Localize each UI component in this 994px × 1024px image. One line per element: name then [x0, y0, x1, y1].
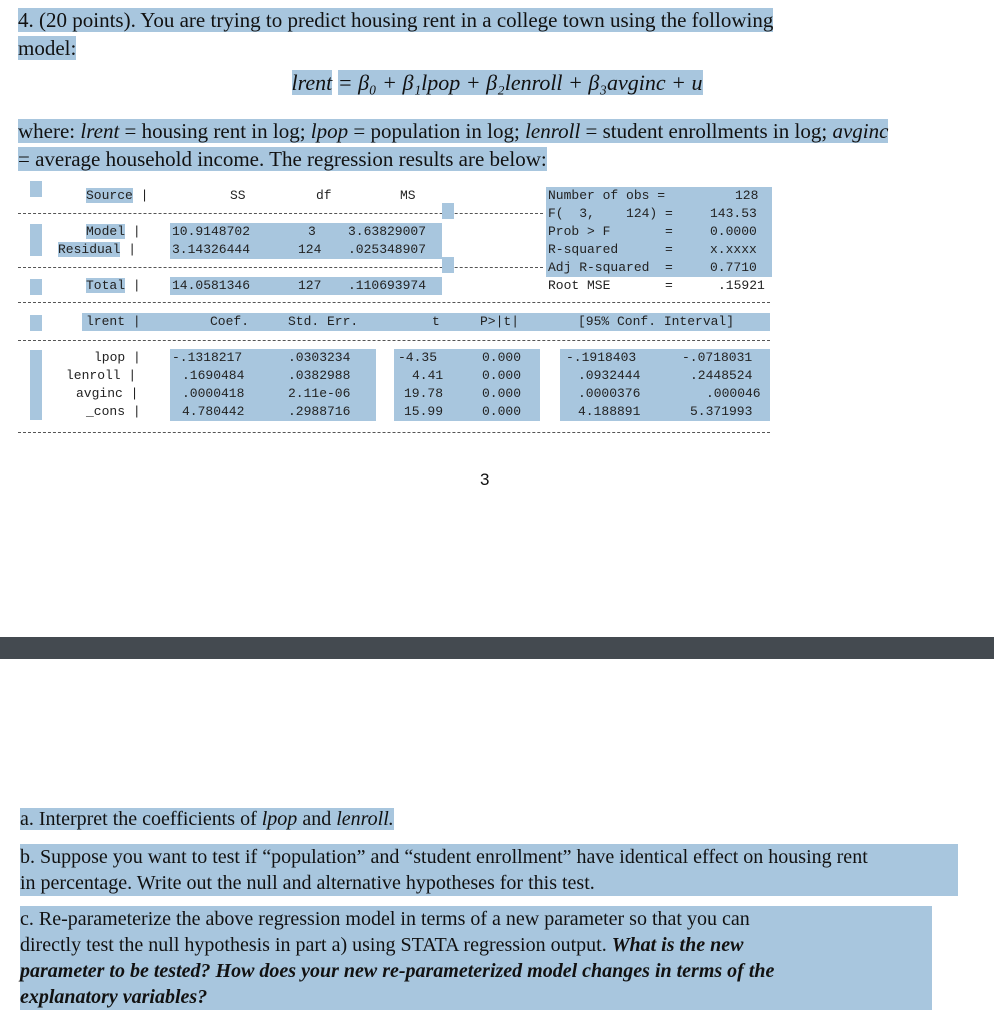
stat-value: .15921	[718, 278, 765, 293]
coef-p: 0.000	[482, 350, 522, 365]
variable-definitions-line2: = average household income. The regression results are below:	[18, 147, 547, 171]
coef-var: avginc |	[76, 386, 139, 401]
coef-t: 4.41	[412, 368, 444, 383]
coef-var: lenroll |	[66, 368, 137, 383]
highlight-block	[442, 257, 454, 273]
coef-value: -.1318217	[172, 350, 243, 365]
stat-label: Number of obs =	[548, 188, 666, 203]
coef-ci-lo: 4.188891	[578, 404, 641, 419]
coef-header-ci: [95% Conf. Interval]	[578, 314, 735, 329]
anova-df: 124	[298, 242, 322, 257]
anova-df: 127	[298, 278, 322, 293]
coef-t: -4.35	[398, 350, 438, 365]
coef-p: 0.000	[482, 404, 522, 419]
anova-ms: 3.63829007	[348, 224, 427, 239]
question-intro-line2: model:	[18, 36, 77, 60]
coef-se: .2988716	[288, 404, 351, 419]
highlight-block	[30, 350, 42, 420]
coef-header-se: Std. Err.	[288, 314, 359, 329]
coef-t: 19.78	[404, 386, 444, 401]
stat-value: 143.53	[710, 206, 757, 221]
coef-var: lpop |	[94, 350, 141, 365]
model-equation: lrent = β₀ + β₁lpop + β₂lenroll + β₃avginc + u	[291, 70, 703, 95]
anova-ms: .110693974	[348, 278, 427, 293]
highlight-block	[30, 181, 42, 197]
coef-se: 2.11e-06	[288, 386, 351, 401]
coef-value: .1690484	[182, 368, 245, 383]
anova-header-ms: MS	[400, 188, 416, 203]
anova-header-ss: SS	[230, 188, 246, 203]
anova-source-model: Model |	[86, 224, 141, 239]
coef-ci-hi: .2448524	[690, 368, 753, 383]
table-rule	[18, 432, 770, 433]
stat-label: R-squared =	[548, 242, 673, 257]
stat-value: 0.7710	[710, 260, 757, 275]
highlight-block	[442, 203, 454, 219]
coef-value: 4.780442	[182, 404, 245, 419]
anova-ss: 14.0581346	[172, 278, 251, 293]
anova-header-source: Source |	[86, 188, 149, 203]
variable-definitions-line1: where: lrent = housing rent in log; lpop = population in log; lenroll = student enrollments in log; avginc	[18, 119, 889, 143]
stat-value: 128	[735, 188, 759, 203]
coef-se: .0382988	[288, 368, 351, 383]
anova-rule	[18, 267, 543, 268]
part-c: c. Re-parameterize the above regression model in terms of a new parameter so that you can directly test the null hypothesis in part a) using STATA regression output. What is the new parameter to be tested? How does your new re-parameterized model changes in terms of the explanatory variables?	[20, 906, 932, 1010]
question-intro-line1: 4. (20 points). You are trying to predict housing rent in a college town using the following	[18, 8, 774, 32]
coef-ci-hi: -.0718031	[682, 350, 753, 365]
stat-label: Adj R-squared =	[548, 260, 673, 275]
anova-header-df: df	[316, 188, 332, 203]
coef-ci-lo: .0932444	[578, 368, 641, 383]
part-b: b. Suppose you want to test if “population” and “student enrollment” have identical effect on housing rent in percentage. Write out the null and alternative hypotheses for this test.	[20, 844, 958, 896]
coef-var: _cons |	[86, 404, 141, 419]
anova-ms: .025348907	[348, 242, 427, 257]
anova-rule	[18, 213, 543, 214]
anova-ss: 3.14326444	[172, 242, 251, 257]
stat-label: Root MSE =	[548, 278, 673, 293]
highlight-block	[30, 224, 42, 256]
coef-header-t: t	[432, 314, 440, 329]
table-rule	[18, 302, 770, 303]
anova-source-total: Total |	[86, 278, 141, 293]
coef-ci-hi: .000046	[706, 386, 761, 401]
page-number: 3	[480, 470, 490, 489]
coef-value: .0000418	[182, 386, 245, 401]
page-4	[0, 660, 994, 1024]
highlight-block	[30, 315, 42, 331]
coef-p: 0.000	[482, 368, 522, 383]
table-rule	[18, 340, 770, 341]
coef-header-depvar: lrent |	[86, 314, 141, 329]
stat-value: 0.0000	[710, 224, 757, 239]
anova-df: 3	[308, 224, 316, 239]
anova-source-residual: Residual |	[58, 242, 137, 257]
coef-p: 0.000	[482, 386, 522, 401]
highlight-block	[30, 279, 42, 295]
part-a: a. Interpret the coefficients of lpop and lenroll.	[20, 808, 394, 830]
coef-se: .0303234	[288, 350, 351, 365]
stat-label: F( 3, 124) =	[548, 206, 673, 221]
coef-ci-hi: 5.371993	[690, 404, 753, 419]
stat-label: Prob > F =	[548, 224, 673, 239]
coef-header-coef: Coef.	[210, 314, 250, 329]
page-separator	[0, 637, 994, 659]
coef-header-p: P>|t|	[480, 314, 520, 329]
coef-ci-lo: -.1918403	[566, 350, 637, 365]
coef-t: 15.99	[404, 404, 444, 419]
coef-ci-lo: .0000376	[578, 386, 641, 401]
stat-value: x.xxxx	[710, 242, 757, 257]
anova-ss: 10.9148702	[172, 224, 251, 239]
